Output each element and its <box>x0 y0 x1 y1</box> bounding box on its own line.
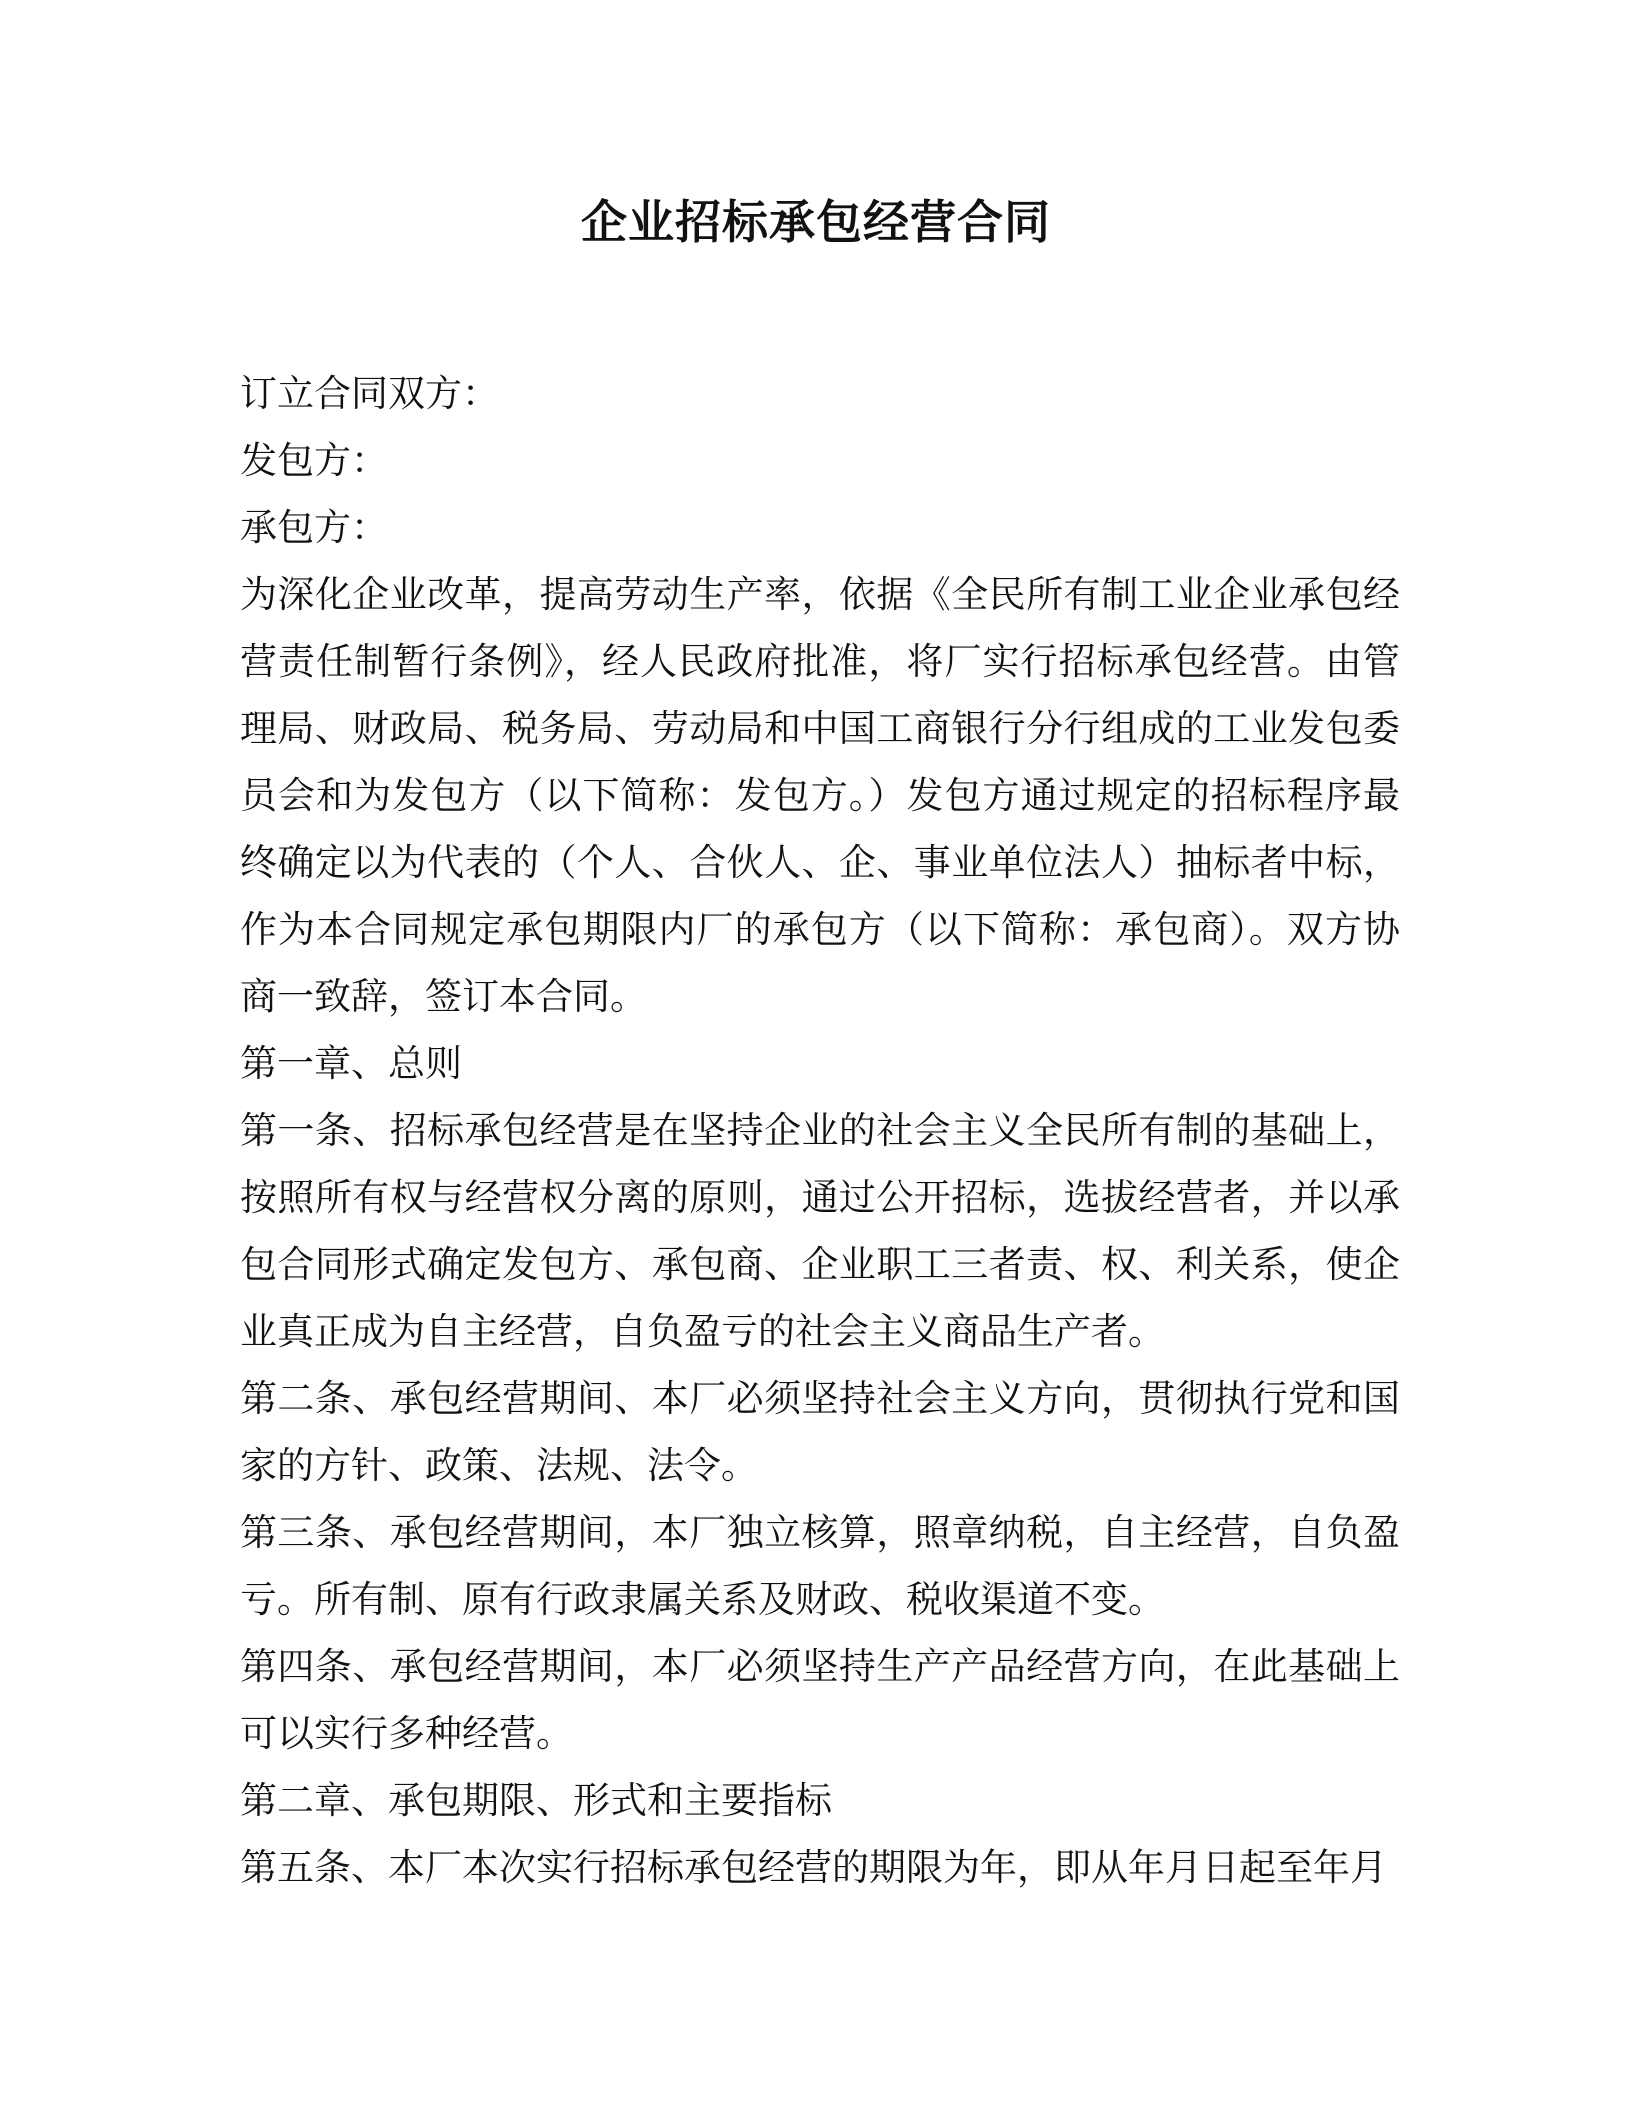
chapter-2-heading: 第二章、承包期限、形式和主要指标 <box>240 1779 832 1822</box>
article-5: 第五条、本厂本次实行招标承包经营的期限为年，即从年月日起至年月 <box>240 1846 1387 1889</box>
paragraph-preamble: 为深化企业改革，提高劳动生产率，依据《全民所有制工业企业承包经营责任制暂行条例》，经人民政府批准，将厂实行招标承包经营。由管理局、财政局、税务局、劳动局和中国工商银行分行组成的工业发包委员会和为发包方（以下简称：发包方。）发包方通过规定的招标程序最终确定以为代表的（个人、合伙人、企、事业单位法人）抽标者中标，作为本合同规定承包期限内厂的承包方（以下简称：承包商）。双方协商一致辞，签订本合同。 <box>240 573 1400 1018</box>
paragraph-parties-heading: 订立合同双方： <box>240 372 499 415</box>
paragraph-contractor: 承包方： <box>240 506 388 549</box>
article-3: 第三条、承包经营期间，本厂独立核算，照章纳税，自主经营，自负盈亏。所有制、原有行政隶属关系及财政、税收渠道不变。 <box>240 1511 1400 1621</box>
chapter-1-heading: 第一章、总则 <box>240 1042 462 1085</box>
paragraph-contractor-issuer: 发包方： <box>240 439 388 482</box>
document-body <box>240 360 1400 1901</box>
article-4: 第四条、承包经营期间，本厂必须坚持生产产品经营方向，在此基础上可以实行多种经营。 <box>240 1645 1400 1755</box>
article-1: 第一条、招标承包经营是在坚持企业的社会主义全民所有制的基础上，按照所有权与经营权分离的原则，通过公开招标，选拔经营者，并以承包合同形式确定发包方、承包商、企业职工三者责、权、利关系，使企业真正成为自主经营，自负盈亏的社会主义商品生产者。 <box>240 1109 1400 1353</box>
document-title: 企业招标承包经营合同 <box>581 195 1051 249</box>
article-2: 第二条、承包经营期间、本厂必须坚持社会主义方向，贯彻执行党和国家的方针、政策、法规、法令。 <box>240 1377 1400 1487</box>
